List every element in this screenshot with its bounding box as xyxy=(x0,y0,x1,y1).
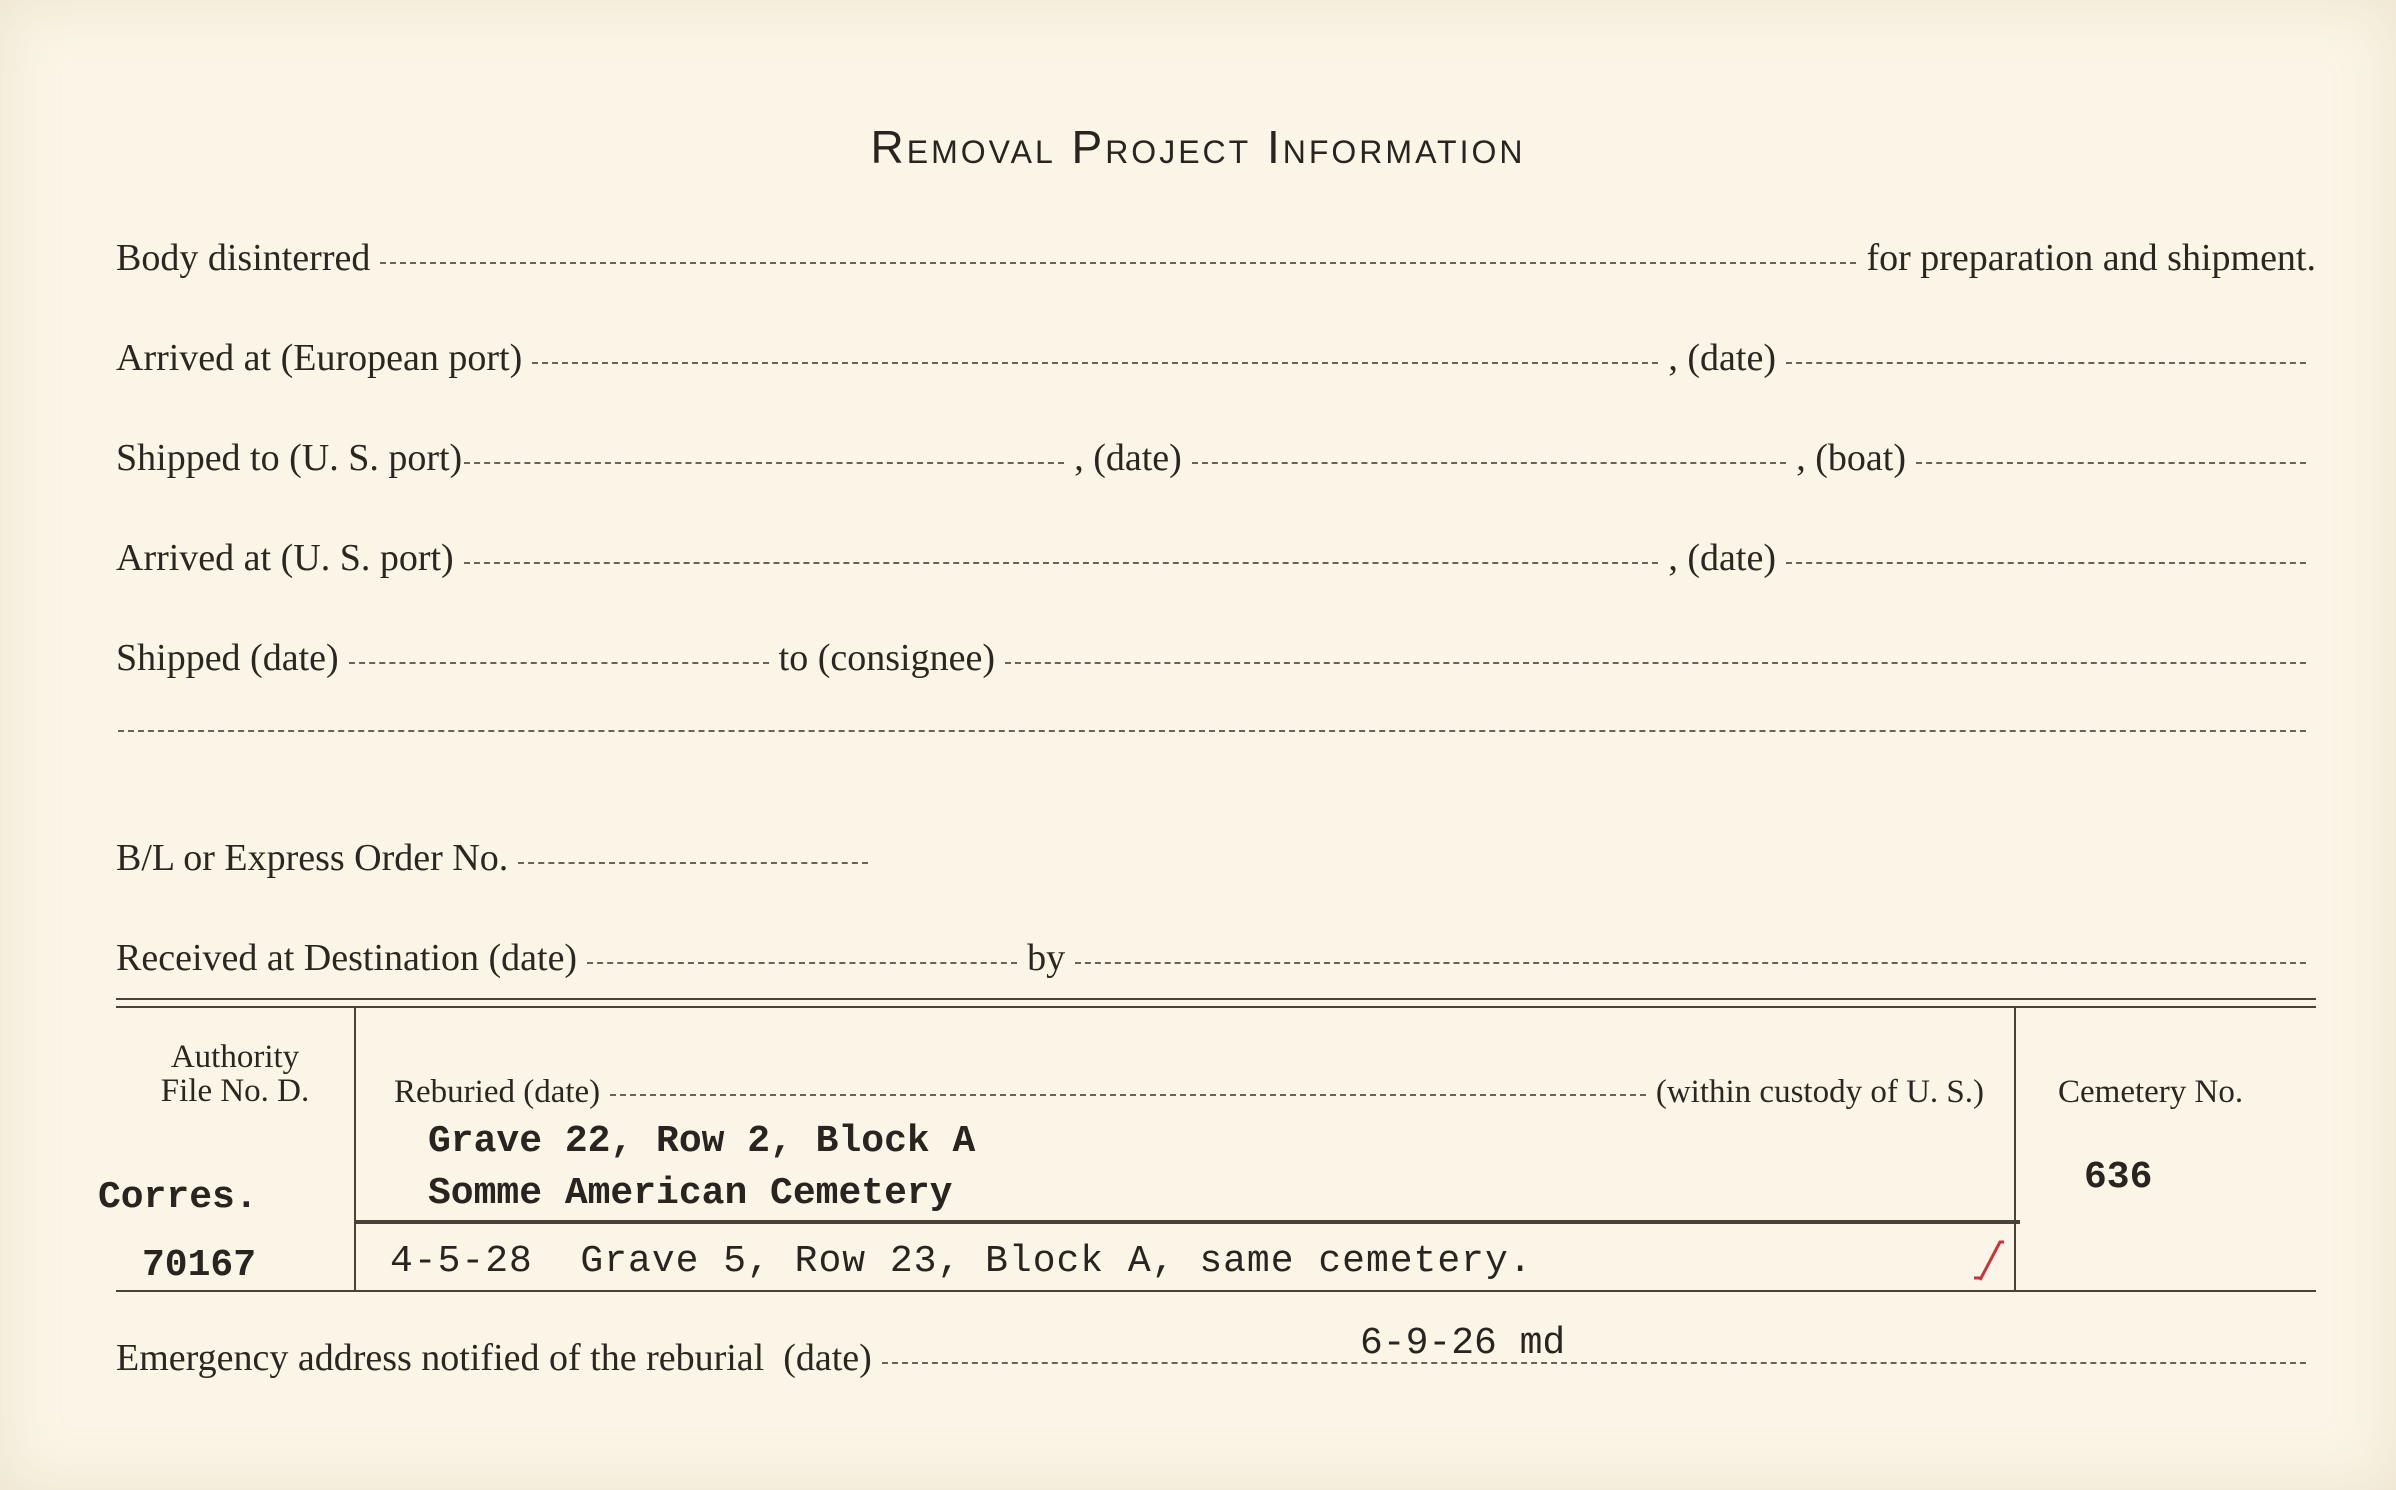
to-consignee-line xyxy=(1005,662,2306,664)
authority-label xyxy=(130,1040,340,1108)
received-line xyxy=(587,962,1017,964)
shipped-us-port-date-line xyxy=(1192,462,1786,464)
shipped-us-port-boat-line xyxy=(1916,462,2306,464)
body-disinterred-label: Body disinterred xyxy=(116,237,371,279)
shipped-us-port-row xyxy=(116,436,2316,480)
cemetery-no-label: Cemetery No. xyxy=(2058,1074,2244,1110)
bl-label: B/L or Express Order No. xyxy=(116,837,509,879)
reburial-entry-text: 4-5-28 Grave 5, Row 23, Block A, same cemetery. xyxy=(390,1240,1533,1283)
to-consignee-label: to (consignee) xyxy=(778,637,995,679)
shipped-us-port-label: Shipped to (U. S. port) xyxy=(116,437,463,479)
bl-line xyxy=(518,862,868,864)
authority-label-line1: Authority xyxy=(170,1039,300,1075)
grave-line-1: Grave 22, Row 2, Block A xyxy=(428,1120,976,1163)
shipped-us-port-line xyxy=(464,462,1064,464)
received-row xyxy=(116,936,2316,980)
arrived-european-line xyxy=(532,362,1658,364)
shipped-date-line xyxy=(349,662,769,664)
emergency-line xyxy=(882,1362,2306,1364)
check-mark-icon xyxy=(1970,1238,2006,1282)
emergency-label: Emergency address notified of the reburial (date) xyxy=(116,1337,872,1379)
shipped-us-port-boat-label: , (boat) xyxy=(1796,437,1906,479)
arrived-us-port-row xyxy=(116,536,2316,580)
table-divider-right xyxy=(2014,1008,2016,1290)
table-divider-left xyxy=(354,1008,356,1290)
received-label: Received at Destination (date) xyxy=(116,937,578,979)
file-no-text: 70167 xyxy=(142,1244,257,1287)
by-line xyxy=(1075,962,2306,964)
shipped-us-port-date-label: , (date) xyxy=(1074,437,1182,479)
consignee-continued-line xyxy=(118,730,2306,732)
by-label: by xyxy=(1027,937,1066,979)
bl-row xyxy=(116,836,2316,880)
card-title: Removal Project Information xyxy=(870,121,1526,173)
emergency-row xyxy=(116,1336,2316,1380)
body-disinterred-row xyxy=(116,236,2316,280)
table-top-rule-2 xyxy=(116,1006,2316,1008)
corres-text: Corres. xyxy=(98,1176,258,1219)
body-disinterred-line xyxy=(380,262,1856,264)
arrived-us-port-label: Arrived at (U. S. port) xyxy=(116,537,454,579)
consignee-continued-row xyxy=(116,736,2316,738)
table-inner-rule xyxy=(356,1220,2020,1224)
table-top-rule-1 xyxy=(116,998,2316,1000)
arrived-us-port-line xyxy=(464,562,1659,564)
arrived-us-port-date-label: , (date) xyxy=(1668,537,1776,579)
table-bottom-rule xyxy=(116,1290,2316,1292)
custody-label: (within custody of U. S.) xyxy=(1655,1074,1984,1110)
arrived-european-row xyxy=(116,336,2316,380)
body-disinterred-suffix: for preparation and shipment. xyxy=(1866,237,2316,279)
authority-label-line2: File No. D. xyxy=(160,1073,310,1109)
arrived-european-label: Arrived at (European port) xyxy=(116,337,523,379)
grave-line-2: Somme American Cemetery xyxy=(428,1172,953,1215)
emergency-date-text: 6-9-26 md xyxy=(1360,1322,1566,1365)
arrived-us-port-date-line xyxy=(1786,562,2306,564)
shipped-date-label: Shipped (date) xyxy=(116,637,339,679)
arrived-european-date-line xyxy=(1786,362,2306,364)
reburied-label: Reburied (date) xyxy=(394,1074,601,1110)
arrived-european-date-label: , (date) xyxy=(1668,337,1776,379)
cemetery-no-text: 636 xyxy=(2084,1156,2153,1199)
reburied-row xyxy=(394,1074,1984,1111)
shipped-date-row xyxy=(116,636,2316,680)
reburied-line xyxy=(610,1094,1646,1096)
